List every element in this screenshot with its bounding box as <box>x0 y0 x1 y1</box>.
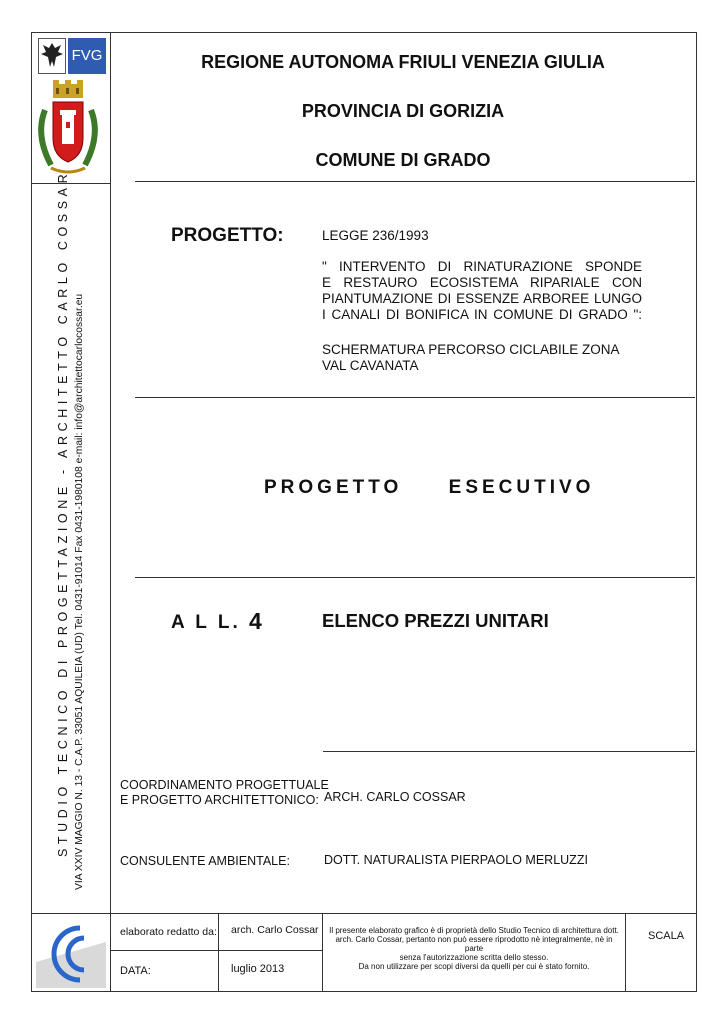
footer-top-line <box>31 913 697 914</box>
allegato-number: 4 <box>249 608 262 634</box>
consulente-value: DOTT. NATURALISTA PIERPAOLO MERLUZZI <box>324 853 588 867</box>
coordinamento-label-line: E PROGETTO ARCHITETTONICO: <box>120 793 319 807</box>
fvg-badge: FVG <box>68 38 106 74</box>
logo-separator <box>31 183 111 184</box>
header-separator <box>135 181 695 182</box>
notice-line: Da non utilizzare per scopi diversi da quelli per cui è stato fornito. <box>358 962 590 971</box>
eagle-icon <box>38 38 66 74</box>
coordinamento-value: ARCH. CARLO COSSAR <box>324 790 466 804</box>
studio-logo-icon <box>36 920 106 988</box>
progetto-label: PROGETTO: <box>171 225 284 246</box>
allegato-title: ELENCO PREZZI UNITARI <box>322 610 549 631</box>
schermatura-line: SCHERMATURA PERCORSO CICLABILE ZONA <box>322 342 620 357</box>
schermatura-text <box>322 342 620 374</box>
notice-line: senza l'autorizzazione scritta dello stesso. <box>399 953 549 962</box>
notice-line: arch. Carlo Cossar, pertanto non può essere riprodotto nè integralmente, nè in parte <box>335 935 613 953</box>
sidebar-studio-text: STUDIO TECNICO DI PROGETTAZIONE - ARCHITETTO CARLO COSSAR <box>56 169 70 857</box>
legge-text: LEGGE 236/1993 <box>322 228 429 243</box>
description-line: " INTERVENTO DI RINATURAZIONE SPONDE <box>322 259 642 274</box>
coordinamento-label <box>120 778 329 808</box>
stage-title: PROGETTO ESECUTIVO <box>264 477 595 498</box>
allegato-label: A L L. <box>171 612 241 633</box>
progetto-separator <box>135 397 695 398</box>
allegato-separator <box>323 751 695 752</box>
comune-title: COMUNE DI GRADO <box>315 150 491 170</box>
description-line: E RESTAURO ECOSISTEMA RIPARIALE CON <box>322 275 642 290</box>
notice-line: Il presente elaborato grafico è di proprietà dello Studio Tecnico di architettura dott. <box>329 926 619 935</box>
data-label: DATA: <box>120 965 151 977</box>
redatto-label: elaborato redatto da: <box>120 926 217 938</box>
coordinamento-label-line: COORDINAMENTO PROGETTUALE <box>120 778 329 792</box>
footer-divider-1 <box>110 913 111 992</box>
copyright-notice <box>326 926 622 971</box>
grado-coat-of-arms-icon <box>33 80 103 180</box>
footer-mid-line <box>110 950 322 951</box>
stage-separator <box>135 577 695 578</box>
page-frame <box>31 32 697 992</box>
redatto-value: arch. Carlo Cossar <box>231 924 319 936</box>
footer-divider-3 <box>322 913 323 992</box>
schermatura-line: VAL CAVANATA <box>322 358 419 373</box>
consulente-label: CONSULENTE AMBIENTALE: <box>120 854 290 868</box>
footer-divider-2 <box>218 913 219 992</box>
region-title: REGIONE AUTONOMA FRIULI VENEZIA GIULIA <box>201 52 605 72</box>
sidebar-address-text: VIA XXIV MAGGIO N. 13 - C.A.P. 33051 AQUILEIA (UD) Tel. 0431-91014 Fax 0431-1980108 e-mail: info@architettocarlocossar.eu <box>74 293 85 890</box>
scala-label: SCALA <box>648 930 685 942</box>
project-description <box>322 259 642 323</box>
description-line: I CANALI DI BONIFICA IN COMUNE DI GRADO ": <box>322 307 642 322</box>
province-title: PROVINCIA DI GORIZIA <box>301 101 505 121</box>
data-value: luglio 2013 <box>231 963 285 975</box>
description-line: PIANTUMAZIONE DI ESSENZE ARBOREE LUNGO <box>322 291 642 306</box>
footer-divider-4 <box>625 913 626 992</box>
fvg-logo <box>38 38 106 74</box>
